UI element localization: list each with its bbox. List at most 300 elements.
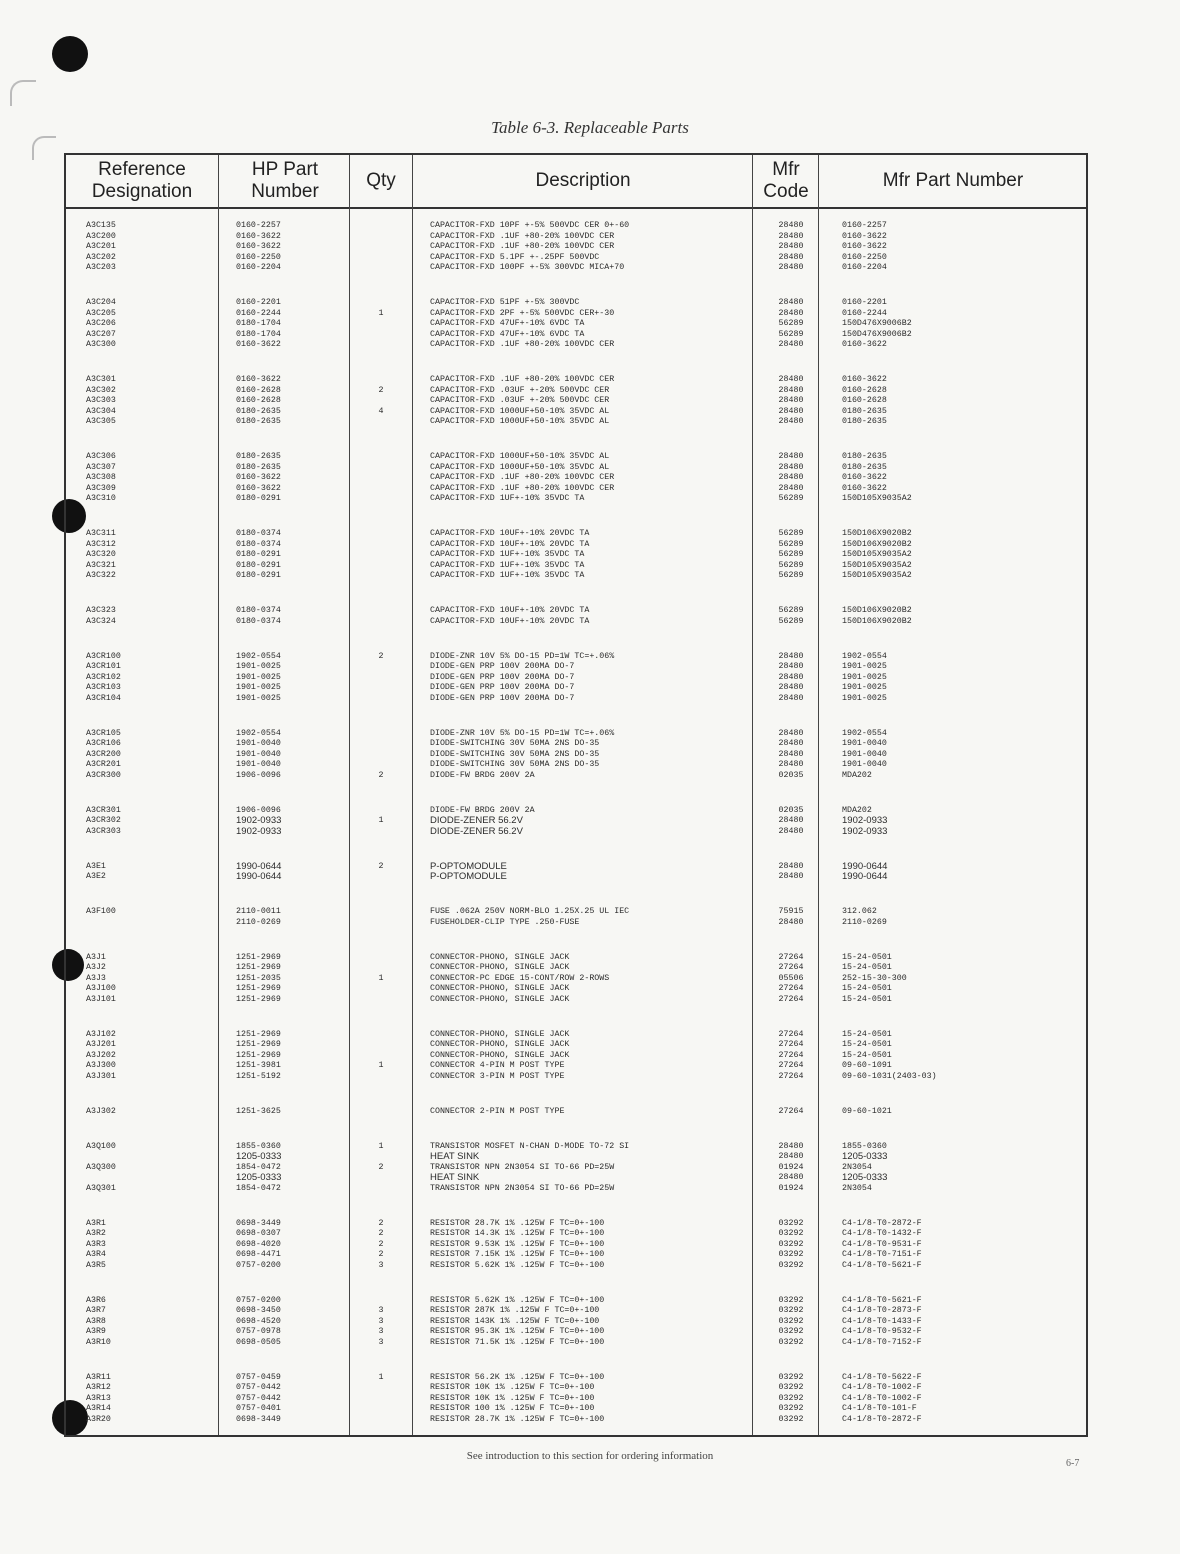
table-row (66, 330, 1086, 341)
qty-cell: 1 (378, 1372, 384, 1382)
table-row (66, 484, 1086, 495)
mfr-part-cell: 2N3054 (842, 1183, 872, 1193)
description-cell: CAPACITOR-FXD 1UF+-10% 35VDC TA (430, 494, 585, 503)
table-row (66, 417, 1086, 428)
mfr-part-cell: 1901-0040 (842, 739, 887, 748)
ref-cell: A3J201 (86, 1040, 116, 1049)
ref-cell: A3C303 (86, 396, 116, 405)
hp-part-cell: 1251-2969 (236, 994, 281, 1004)
mfr-part-cell: 2110-0269 (842, 917, 887, 927)
description-cell: DIODE-GEN PRP 100V 200MA DO-7 (430, 662, 575, 671)
replaceable-parts-table (64, 153, 1088, 1437)
hp-part-cell: 1251-5192 (236, 1071, 281, 1081)
hp-part-cell: 0757-0459 (236, 1372, 281, 1382)
mfr-part-cell: 1901-0025 (842, 683, 887, 692)
table-row (66, 1219, 1086, 1230)
ref-cell: A3CR100 (86, 651, 121, 661)
hp-part-cell: 0757-0978 (236, 1327, 281, 1336)
mfr-code-cell: 03292 (778, 1229, 804, 1238)
ref-cell: A3Q300 (86, 1162, 116, 1172)
ref-cell: A3C207 (86, 329, 116, 339)
description-cell: CAPACITOR-FXD 10UF+-10% 20VDC TA (430, 529, 590, 538)
table-row (66, 827, 1086, 838)
table-row (66, 1040, 1086, 1051)
hp-part-cell: 1901-0040 (236, 760, 281, 769)
description-cell: CONNECTOR 2-PIN M POST TYPE (430, 1106, 565, 1116)
table-row (66, 617, 1086, 628)
description-cell: CONNECTOR 4-PIN M POST TYPE (430, 1061, 565, 1070)
qty-cell: 3 (378, 1327, 384, 1336)
description-cell: FUSE .062A 250V NORM-BLO 1.25X.25 UL IEC (430, 907, 630, 916)
hp-part-cell: 0757-0200 (236, 1260, 281, 1270)
ref-cell: A3J300 (86, 1061, 116, 1070)
description-cell: TRANSISTOR MOSFET N-CHAN D-MODE TO-72 SI (430, 1141, 630, 1151)
table-row (66, 529, 1086, 540)
mfr-part-cell: 0160-3622 (842, 340, 887, 349)
ref-cell: A3C306 (86, 452, 116, 461)
description-cell: CAPACITOR-FXD .1UF +80-20% 100VDC CER (430, 231, 615, 241)
table-row (66, 309, 1086, 320)
table-row (66, 995, 1086, 1006)
description-cell: CONNECTOR-PHONO, SINGLE JACK (430, 963, 570, 972)
description-cell: RESISTOR 56.2K 1% .125W F TC=0+-100 (430, 1372, 605, 1382)
mfr-part-cell: 15-24-0501 (842, 1029, 892, 1039)
table-row (66, 953, 1086, 964)
description-cell: CAPACITOR-FXD .1UF +80-20% 100VDC CER (430, 483, 615, 493)
mfr-code-cell: 03292 (778, 1414, 804, 1424)
hp-part-cell: 0160-3622 (236, 473, 281, 482)
mfr-part-cell: C4-1/8-T0-5621-F (842, 1260, 922, 1270)
qty-cell: 2 (378, 385, 384, 395)
ref-cell: A3C323 (86, 606, 116, 615)
ref-cell: A3R12 (86, 1383, 111, 1392)
mfr-code-cell: 01924 (778, 1162, 804, 1172)
mfr-code-cell: 28480 (778, 340, 804, 349)
mfr-code-cell: 28480 (778, 662, 804, 671)
table-row (66, 1394, 1086, 1405)
table-row (66, 1261, 1086, 1272)
hp-part-cell: 0698-3449 (236, 1218, 281, 1228)
ref-cell: A3CR300 (86, 770, 121, 780)
mfr-code-cell: 27264 (778, 963, 804, 972)
mfr-part-cell: 1990-0644 (842, 872, 888, 882)
qty-cell: 3 (378, 1306, 384, 1315)
mfr-code-cell: 56289 (778, 550, 804, 559)
mfr-code-cell: 28480 (778, 917, 804, 927)
table-row (66, 407, 1086, 418)
hp-part-cell: 1906-0096 (236, 770, 281, 780)
description-cell: RESISTOR 7.15K 1% .125W F TC=0+-100 (430, 1250, 605, 1259)
ref-cell: A3CR102 (86, 672, 121, 682)
table-row (66, 1373, 1086, 1384)
ref-cell: A3C321 (86, 560, 116, 570)
mfr-part-cell: 09-60-1031(2403-03) (842, 1071, 937, 1081)
qty-cell: 2 (378, 1218, 384, 1228)
description-cell: CAPACITOR-FXD 10PF +-5% 500VDC CER 0+-60 (430, 221, 630, 230)
mfr-part-cell: 150D105X9035A2 (842, 550, 912, 559)
table-row (66, 683, 1086, 694)
ref-cell: A3R5 (86, 1260, 106, 1270)
description-cell: CAPACITOR-FXD 47UF+-10% 6VDC TA (430, 319, 585, 328)
table-row (66, 319, 1086, 330)
mfr-part-cell: 15-24-0501 (842, 963, 892, 972)
qty-cell: 3 (378, 1316, 384, 1326)
ref-cell: A3CR302 (86, 816, 121, 825)
table-row (66, 974, 1086, 985)
ref-cell: A3CR101 (86, 662, 121, 671)
hp-part-cell: 1902-0933 (236, 826, 282, 837)
mfr-part-cell: C4-1/8-T0-2872-F (842, 1414, 922, 1424)
ref-cell: A3C311 (86, 529, 116, 538)
ref-cell: A3R14 (86, 1404, 111, 1413)
description-cell: CONNECTOR-PHONO, SINGLE JACK (430, 984, 570, 993)
ref-cell: A3C304 (86, 406, 116, 416)
mfr-part-cell: 09-60-1091 (842, 1061, 892, 1070)
mfr-code-cell: 03292 (778, 1372, 804, 1382)
mfr-part-cell: 0160-3622 (842, 242, 887, 251)
mfr-part-cell: C4-1/8-T0-9531-F (842, 1239, 922, 1249)
description-cell: DIODE-SWITCHING 30V 50MA 2NS DO-35 (430, 749, 600, 759)
table-row (66, 571, 1086, 582)
table-row (66, 1184, 1086, 1195)
header-reference-designation: Reference Designation (91, 159, 193, 202)
mfr-part-cell: 1901-0040 (842, 749, 887, 759)
description-cell: CONNECTOR-PC EDGE 15-CONT/ROW 2-ROWS (430, 973, 610, 983)
qty-cell: 2 (378, 770, 384, 780)
table-row (66, 263, 1086, 274)
hp-part-cell: 0160-2204 (236, 263, 281, 272)
description-cell: RESISTOR 10K 1% .125W F TC=0+-100 (430, 1383, 595, 1392)
ref-cell: A3R7 (86, 1306, 106, 1315)
qty-cell: 3 (378, 1337, 384, 1347)
mfr-part-cell: 150D476X9006B2 (842, 329, 912, 339)
table-row (66, 232, 1086, 243)
table-row (66, 816, 1086, 827)
mfr-part-cell: C4-1/8-T0-1002-F (842, 1383, 922, 1392)
ref-cell: A3C320 (86, 550, 116, 559)
header-description: Description (535, 170, 631, 191)
hp-part-cell: 2110-0269 (236, 917, 281, 927)
description-cell: CAPACITOR-FXD 1000UF+50-10% 35VDC AL (430, 452, 610, 461)
description-cell: DIODE-GEN PRP 100V 200MA DO-7 (430, 672, 575, 682)
table-row (66, 606, 1086, 617)
mfr-code-cell: 28480 (778, 385, 804, 395)
ref-cell: A3C301 (86, 375, 116, 384)
description-cell: P-OPTOMODULE (430, 872, 507, 882)
ref-cell: A3J3 (86, 973, 106, 983)
mfr-code-cell: 03292 (778, 1383, 804, 1392)
description-cell: DIODE-ZNR 10V 5% DO-15 PD=1W TC=+.06% (430, 728, 615, 738)
table-row (66, 1142, 1086, 1153)
hp-part-cell: 1902-0554 (236, 651, 281, 661)
mfr-code-cell: 27264 (778, 1050, 804, 1060)
mfr-part-cell: C4-1/8-T0-1002-F (842, 1393, 922, 1403)
description-cell: CAPACITOR-FXD 5.1PF +-.25PF 500VDC (430, 252, 600, 262)
description-cell: RESISTOR 28.7K 1% .125W F TC=0+-100 (430, 1218, 605, 1228)
mfr-code-cell: 56289 (778, 560, 804, 570)
ref-cell: A3C310 (86, 494, 116, 503)
hp-part-cell: 2110-0011 (236, 907, 281, 916)
mfr-code-cell: 28480 (778, 252, 804, 262)
description-cell: TRANSISTOR NPN 2N3054 SI TO-66 PD=25W (430, 1183, 615, 1193)
header-qty: Qty (366, 170, 396, 191)
mfr-code-cell: 56289 (778, 606, 804, 615)
mfr-code-cell: 27264 (778, 952, 804, 962)
mfr-code-cell: 01924 (778, 1183, 804, 1193)
hp-part-cell: 1205-0333 (236, 1173, 282, 1183)
qty-cell: 2 (378, 861, 384, 871)
hp-part-cell: 0180-0374 (236, 529, 281, 538)
mfr-part-cell: 1901-0025 (842, 662, 887, 671)
mfr-code-cell: 56289 (778, 329, 804, 339)
mfr-code-cell: 28480 (778, 861, 804, 871)
mfr-code-cell: 28480 (778, 816, 804, 825)
table-row (66, 1383, 1086, 1394)
table-row (66, 662, 1086, 673)
mfr-code-cell: 03292 (778, 1239, 804, 1249)
mfr-code-cell: 03292 (778, 1250, 804, 1259)
table-row (66, 729, 1086, 740)
ref-cell: A3R2 (86, 1229, 106, 1238)
ref-cell: A3R20 (86, 1414, 111, 1424)
description-cell: RESISTOR 10K 1% .125W F TC=0+-100 (430, 1393, 595, 1403)
qty-cell: 1 (378, 973, 384, 983)
mfr-code-cell: 28480 (778, 396, 804, 405)
description-cell: DIODE-ZENER 56.2V (430, 816, 523, 826)
ref-cell: A3R13 (86, 1393, 111, 1403)
mfr-code-cell: 28480 (778, 452, 804, 461)
description-cell: CAPACITOR-FXD .03UF +-20% 500VDC CER (430, 396, 610, 405)
mfr-code-cell: 28480 (778, 693, 804, 703)
hp-part-cell: 0160-2201 (236, 298, 281, 307)
mfr-code-cell: 02035 (778, 805, 804, 815)
description-cell: CAPACITOR-FXD 10UF+-10% 20VDC TA (430, 616, 590, 626)
table-row (66, 1327, 1086, 1338)
qty-cell: 4 (378, 406, 384, 416)
hp-part-cell: 0698-3449 (236, 1414, 281, 1424)
mfr-part-cell: C4-1/8-T0-1432-F (842, 1229, 922, 1238)
mfr-part-cell: 0160-2201 (842, 298, 887, 307)
ordering-footnote: See introduction to this section for ordering information (466, 1450, 714, 1462)
ref-cell: A3CR106 (86, 739, 121, 748)
description-cell: CAPACITOR-FXD 2PF +-5% 500VDC CER+-30 (430, 308, 615, 318)
ref-cell: A3R4 (86, 1250, 106, 1259)
table-row (66, 760, 1086, 771)
description-cell: P-OPTOMODULE (430, 861, 507, 872)
mfr-part-cell: C4-1/8-T0-5621-F (842, 1295, 922, 1305)
qty-cell: 2 (378, 1229, 384, 1238)
description-cell: DIODE-SWITCHING 30V 50MA 2NS DO-35 (430, 739, 600, 748)
table-row (66, 242, 1086, 253)
ref-cell: A3C205 (86, 308, 116, 318)
description-cell: CAPACITOR-FXD .03UF +-20% 500VDC CER (430, 385, 610, 395)
hp-part-cell: 1205-0333 (236, 1152, 282, 1162)
hp-part-cell: 0180-0374 (236, 539, 281, 549)
mfr-part-cell: 0180-2635 (842, 452, 887, 461)
mfr-part-cell: C4-1/8-T0-2873-F (842, 1306, 922, 1315)
hp-part-cell: 0698-0307 (236, 1229, 281, 1238)
hp-part-cell: 1901-0040 (236, 749, 281, 759)
qty-cell: 2 (378, 1250, 384, 1259)
table-row (66, 694, 1086, 705)
table-row (66, 452, 1086, 463)
hp-part-cell: 0698-4020 (236, 1239, 281, 1249)
table-row (66, 1306, 1086, 1317)
mfr-part-cell: C4-1/8-T0-5622-F (842, 1372, 922, 1382)
mfr-part-cell: 1901-0040 (842, 760, 887, 769)
description-cell: CAPACITOR-FXD 10UF+-10% 20VDC TA (430, 539, 590, 549)
mfr-part-cell: 0160-2250 (842, 252, 887, 262)
hp-part-cell: 1251-2969 (236, 1040, 281, 1049)
table-row (66, 375, 1086, 386)
mfr-part-cell: 1902-0554 (842, 728, 887, 738)
mfr-code-cell: 28480 (778, 683, 804, 692)
ref-cell: A3E2 (86, 872, 106, 881)
table-row (66, 1061, 1086, 1072)
table-row (66, 1030, 1086, 1041)
hp-part-cell: 0180-2635 (236, 406, 281, 416)
description-cell: RESISTOR 143K 1% .125W F TC=0+-100 (430, 1316, 600, 1326)
table-row (66, 862, 1086, 873)
scan-edge-mark (32, 136, 56, 160)
table-row (66, 1338, 1086, 1349)
qty-cell: 1 (378, 308, 384, 318)
mfr-part-cell: 0160-3622 (842, 375, 887, 384)
hp-part-cell: 0160-2628 (236, 396, 281, 405)
mfr-part-cell: 150D105X9035A2 (842, 560, 912, 570)
table-row (66, 907, 1086, 918)
mfr-code-cell: 03292 (778, 1393, 804, 1403)
ref-cell: A3C202 (86, 252, 116, 262)
mfr-code-cell: 28480 (778, 483, 804, 493)
table-row (66, 1415, 1086, 1426)
mfr-code-cell: 03292 (778, 1327, 804, 1336)
table-row (66, 561, 1086, 572)
header-mfr-part-number: Mfr Part Number (882, 170, 1024, 191)
qty-cell: 1 (378, 1141, 384, 1151)
description-cell: CONNECTOR-PHONO, SINGLE JACK (430, 952, 570, 962)
qty-cell: 3 (378, 1260, 384, 1270)
ref-cell: A3J301 (86, 1071, 116, 1081)
mfr-code-cell: 56289 (778, 319, 804, 328)
table-row (66, 298, 1086, 309)
mfr-part-cell: 1855-0360 (842, 1141, 887, 1151)
mfr-part-cell: 1901-0025 (842, 693, 887, 703)
description-cell: DIODE-ZNR 10V 5% DO-15 PD=1W TC=+.06% (430, 651, 615, 661)
hp-part-cell: 0160-2257 (236, 221, 281, 230)
description-cell: CONNECTOR-PHONO, SINGLE JACK (430, 1040, 570, 1049)
description-cell: RESISTOR 95.3K 1% .125W F TC=0+-100 (430, 1327, 605, 1336)
ref-cell: A3R1 (86, 1218, 106, 1228)
mfr-code-cell: 27264 (778, 984, 804, 993)
mfr-part-cell: 150D105X9035A2 (842, 494, 912, 503)
hp-part-cell: 1251-2969 (236, 1029, 281, 1039)
table-title: Table 6-3. Replaceable Parts (491, 118, 689, 137)
mfr-code-cell: 28480 (778, 651, 804, 661)
mfr-code-cell: 28480 (778, 298, 804, 307)
description-cell: CAPACITOR-FXD 100PF +-5% 300VDC MICA+70 (430, 263, 625, 272)
description-cell: FUSEHOLDER-CLIP TYPE .250-FUSE (430, 917, 580, 927)
hp-part-cell: 0698-3450 (236, 1306, 281, 1315)
description-cell: DIODE-GEN PRP 100V 200MA DO-7 (430, 683, 575, 692)
hp-part-cell: 0160-2628 (236, 385, 281, 395)
mfr-code-cell: 28480 (778, 872, 804, 881)
description-cell: CAPACITOR-FXD 1000UF+50-10% 35VDC AL (430, 462, 610, 472)
mfr-code-cell: 28480 (778, 221, 804, 230)
mfr-part-cell: 1902-0933 (842, 826, 888, 837)
mfr-code-cell: 28480 (778, 417, 804, 426)
hp-part-cell: 1854-0472 (236, 1183, 281, 1193)
hp-part-cell: 0160-2250 (236, 252, 281, 262)
ref-cell: A3R6 (86, 1295, 106, 1305)
mfr-part-cell: C4-1/8-T0-7152-F (842, 1337, 922, 1347)
ref-cell: A3C135 (86, 221, 116, 230)
ref-cell: A3J100 (86, 984, 116, 993)
ref-cell: A3C324 (86, 616, 116, 626)
description-cell: CONNECTOR 3-PIN M POST TYPE (430, 1071, 565, 1081)
hp-part-cell: 0160-3622 (236, 340, 281, 349)
mfr-code-cell: 28480 (778, 406, 804, 416)
hp-part-cell: 1990-0644 (236, 861, 282, 872)
mfr-code-cell: 03292 (778, 1337, 804, 1347)
table-row (66, 540, 1086, 551)
mfr-code-cell: 28480 (778, 231, 804, 241)
ref-cell: A3R9 (86, 1327, 106, 1336)
hp-part-cell: 1251-3625 (236, 1106, 281, 1116)
description-cell: CAPACITOR-FXD 51PF +-5% 300VDC (430, 298, 580, 307)
mfr-code-cell: 03292 (778, 1404, 804, 1413)
hp-part-cell: 0180-0291 (236, 494, 281, 503)
table-row (66, 872, 1086, 883)
qty-cell: 2 (378, 1162, 384, 1172)
hp-part-cell: 0160-2244 (236, 308, 281, 318)
hp-part-cell: 1855-0360 (236, 1141, 281, 1151)
hp-part-cell: 1901-0025 (236, 683, 281, 692)
hp-part-cell: 1902-0933 (236, 816, 282, 826)
hp-part-cell: 0757-0442 (236, 1383, 281, 1392)
mfr-code-cell: 28480 (778, 826, 804, 836)
hp-part-cell: 1251-3981 (236, 1061, 281, 1070)
mfr-part-cell: 0160-3622 (842, 473, 887, 482)
ref-cell: A3C307 (86, 462, 116, 472)
mfr-part-cell: C4-1/8-T0-1433-F (842, 1316, 922, 1326)
ref-cell: A3C302 (86, 385, 116, 395)
mfr-code-cell: 28480 (778, 1152, 804, 1161)
mfr-code-cell: 27264 (778, 1106, 804, 1116)
description-cell: HEAT SINK (430, 1152, 480, 1162)
ref-cell: A3J2 (86, 963, 106, 972)
mfr-part-cell: 0160-2257 (842, 221, 887, 230)
mfr-part-cell: 1902-0554 (842, 651, 887, 661)
table-row (66, 463, 1086, 474)
description-cell: CAPACITOR-FXD 1UF+-10% 35VDC TA (430, 550, 585, 559)
hp-part-cell: 0160-3622 (236, 242, 281, 251)
hp-part-cell: 1901-0025 (236, 672, 281, 682)
ref-cell: A3R10 (86, 1337, 111, 1347)
mfr-code-cell: 28480 (778, 462, 804, 472)
description-cell: RESISTOR 287K 1% .125W F TC=0+-100 (430, 1306, 600, 1315)
mfr-code-cell: 03292 (778, 1295, 804, 1305)
mfr-code-cell: 28480 (778, 1173, 804, 1182)
ref-cell: A3CR200 (86, 749, 121, 759)
hp-part-cell: 1251-2969 (236, 963, 281, 972)
mfr-part-cell: 09-60-1021 (842, 1106, 892, 1116)
ref-cell: A3CR105 (86, 728, 121, 738)
table-row (66, 750, 1086, 761)
description-cell: DIODE-FW BRDG 200V 2A (430, 805, 535, 815)
mfr-part-cell: 15-24-0501 (842, 984, 892, 993)
mfr-part-cell: 0160-2628 (842, 385, 887, 395)
